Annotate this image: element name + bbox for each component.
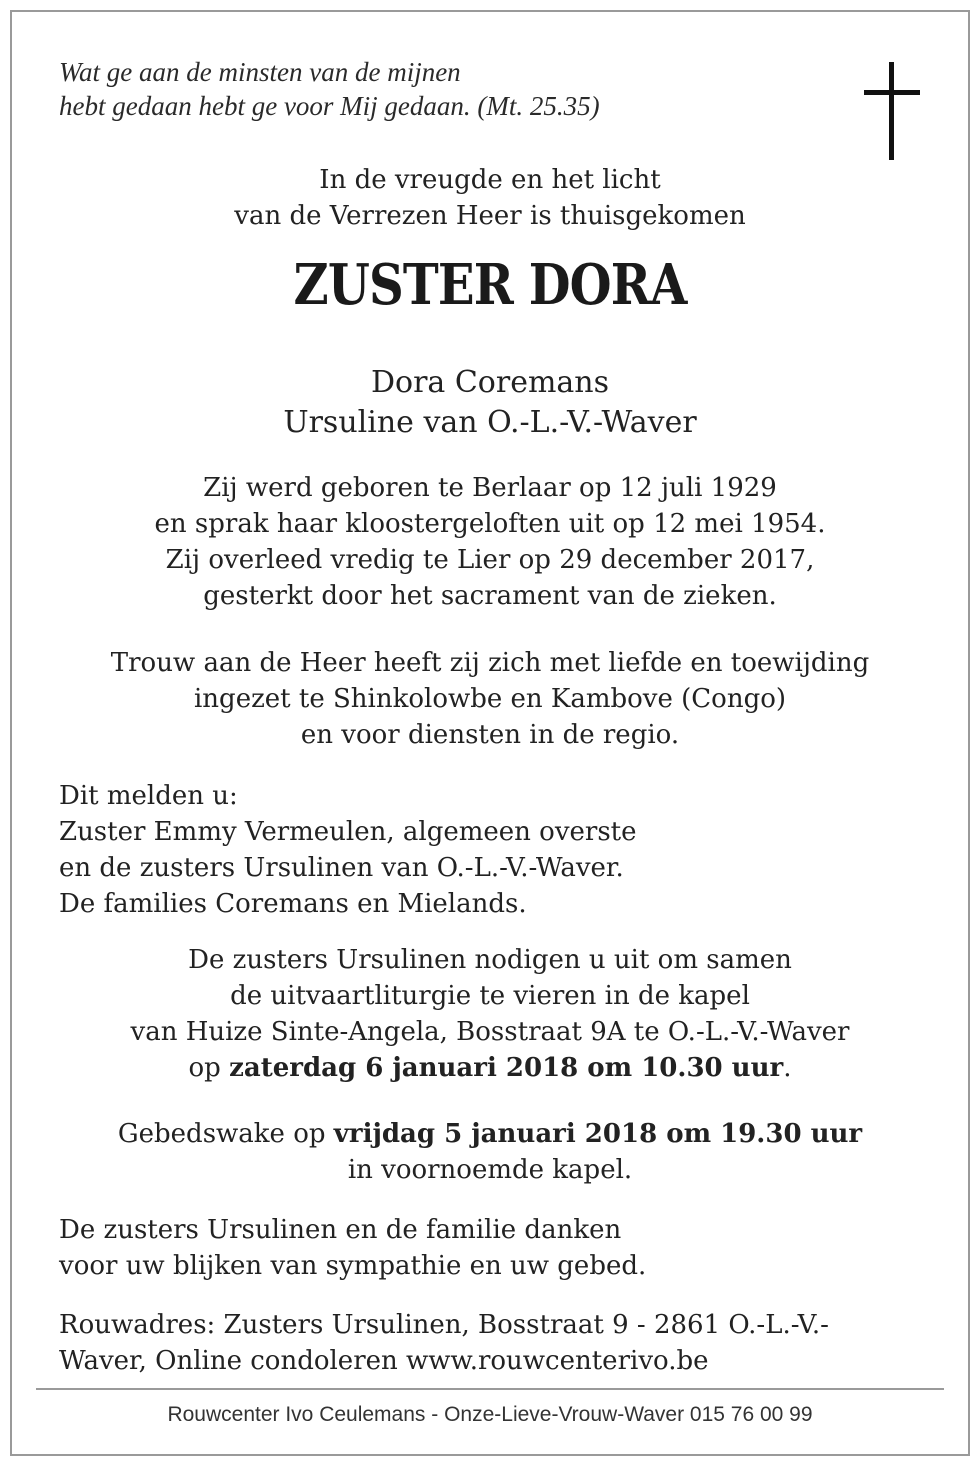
funeral-invitation [40,942,940,1086]
mourning-address [59,1307,919,1379]
funeral-date-line [40,1050,940,1086]
service-text [40,645,940,753]
service-line: ingezet te Shinkolowbe en Kambove (Congo) [193,684,787,714]
wake-date-line [40,1116,940,1152]
address-line: Rouwadres: Zusters Ursulinen, Bosstraat 9 - 2861 O.-L.-V.- [59,1310,829,1340]
bible-quote [59,55,600,123]
congregation: Ursuline van O.-L.-V.-Waver [283,405,697,440]
service-line: en voor diensten in de regio. [300,720,680,750]
funeral-line: de uitvaartliturgie te vieren in de kapel [230,981,750,1011]
announce-line: en de zusters Ursulinen van O.-L.-V.-Waver. [59,853,624,883]
wake-date: vrijdag 5 januari 2018 om 19.30 uur [333,1119,863,1149]
funeral-date-suffix: . [783,1053,792,1083]
biography [40,470,940,614]
announcement [59,778,919,922]
funeral-date: zaterdag 6 januari 2018 om 10.30 uur [229,1053,784,1083]
intro-line: In de vreugde en het licht [319,165,661,195]
wake-prefix: Gebedswake op [117,1119,334,1149]
funeral-line: De zusters Ursulinen nodigen u uit om samen [188,945,792,975]
address-line: Waver, Online condoleren www.rouwcenterivo.be [59,1346,709,1376]
civil-name: Dora Coremans [370,365,610,400]
announce-line: Dit melden u: [59,781,238,811]
funeral-home-footer: Rouwcenter Ivo Ceulemans - Onze-Lieve-Vrouw-Waver 015 76 00 99 [167,1403,813,1426]
announce-line: Zuster Emmy Vermeulen, algemeen overste [59,817,637,847]
deceased-subtitle [40,363,940,443]
announce-line: De families Coremans en Mielands. [59,889,527,919]
divider [36,1388,944,1390]
cross-horizontal-bar [864,90,920,95]
thanks-line: voor uw blijken van sympathie en uw gebed. [59,1251,647,1281]
cross-icon [864,62,920,160]
thanks-text [59,1212,919,1284]
deceased-title: ZUSTER DORA [293,252,687,318]
bio-line: en sprak haar kloostergeloften uit op 12 mei 1954. [154,509,826,539]
thanks-line: De zusters Ursulinen en de familie danken [59,1215,622,1245]
wake-line: in voornoemde kapel. [347,1155,633,1185]
quote-line: hebt gedaan hebt ge voor Mij gedaan. (Mt. 25.35) [59,91,600,121]
prayer-wake [40,1116,940,1188]
bio-line: Zij overleed vredig te Lier op 29 december 2017, [165,545,815,575]
funeral-line: van Huize Sinte-Angela, Bosstraat 9A te O.-L.-V.-Waver [130,1017,850,1047]
intro-text [40,162,940,234]
bio-line: Zij werd geboren te Berlaar op 12 juli 1929 [203,473,777,503]
quote-line: Wat ge aan de minsten van de mijnen [59,57,461,87]
cross-vertical-bar [889,62,894,160]
intro-line: van de Verrezen Heer is thuisgekomen [234,201,746,231]
service-line: Trouw aan de Heer heeft zij zich met liefde en toewijding [110,648,870,678]
funeral-date-prefix: op [188,1053,230,1083]
bio-line: gesterkt door het sacrament van de zieken. [203,581,777,611]
